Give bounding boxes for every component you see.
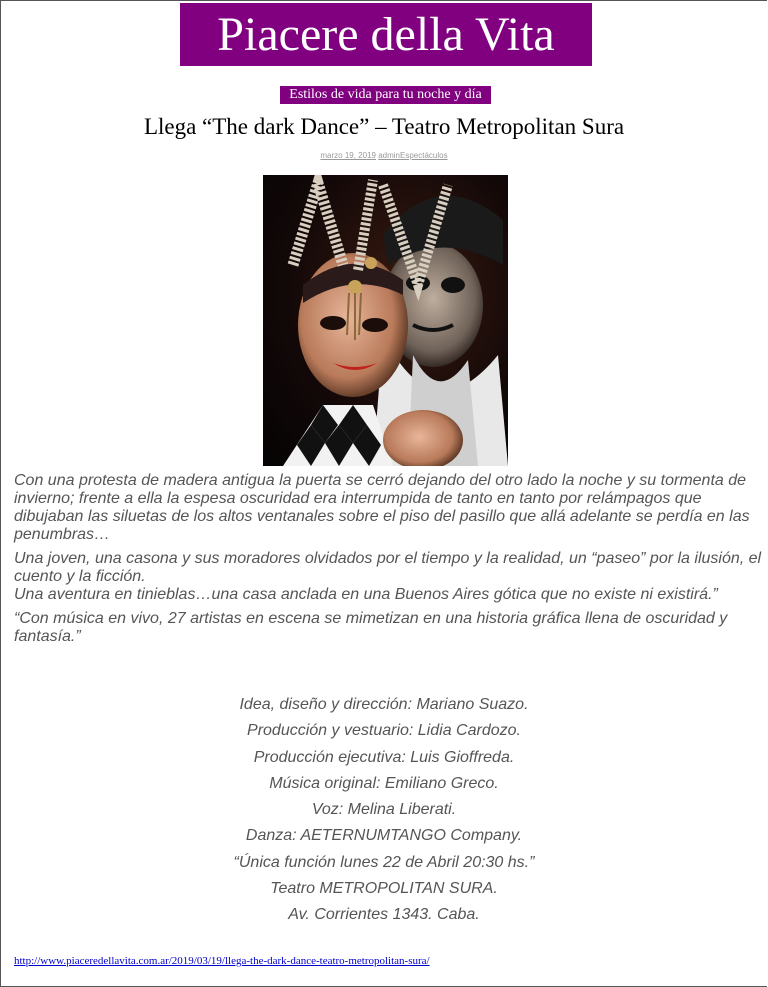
credit-line: “Única función lunes 22 de Abril 20:30 hs.” (233, 853, 535, 871)
article-meta (0, 151, 768, 160)
article-photo (263, 175, 508, 466)
credit-line: Voz: Melina Liberati. (311, 801, 457, 819)
paragraph: “Con música en vivo, 27 artistas en escena se mimetizan en una historia gráfica llena de oscuridad y fantasía.” (14, 610, 728, 645)
category-link[interactable]: Espectáculos (400, 151, 448, 160)
site-tagline: Estilos de vida para tu noche y día (280, 86, 491, 104)
post-date-link[interactable]: marzo 19, 2019 (320, 151, 376, 160)
site-title[interactable]: Piacere della Vita (180, 3, 592, 66)
credit-line: Danza: AETERNUMTANGO Company. (245, 827, 523, 845)
paragraph: Una aventura en tinieblas…una casa anclada en una Buenos Aires gótica que no existe ni existirá.” (14, 586, 718, 603)
credit-line: Av. Corrientes 1343. Caba. (288, 906, 480, 924)
credit-line: Producción y vestuario: Lidia Cardozo. (247, 722, 521, 740)
credit-line: Música original: Emiliano Greco. (269, 774, 499, 792)
source-url-link[interactable]: http://www.piaceredellavita.com.ar/2019/03/19/llega-the-dark-dance-teatro-metropolitan-sura/ (14, 955, 430, 967)
article-title: Llega “The dark Dance” – Teatro Metropolitan Sura (143, 114, 625, 139)
credit-line: Teatro METROPOLITAN SURA. (270, 880, 498, 898)
article-body (14, 472, 762, 652)
paragraph: Una joven, una casona y sus moradores olvidados por el tiempo y la realidad, un “paseo” por la ilusión, el cuento y la ficción. (14, 550, 762, 585)
paragraph: Con una protesta de madera antigua la puerta se cerró dejando del otro lado la noche y su tormenta de invierno; frente a ella la espesa oscuridad era interrumpida de tanto en tanto por relámpagos que dibujaban las siluetas de los altos ventanales sobre el piso del pasillo que allá adelante se perdía en las penumbras… (14, 472, 750, 543)
dancers-illustration (263, 175, 508, 466)
credit-line: Producción ejecutiva: Luis Gioffreda. (253, 748, 515, 766)
credits-list (0, 692, 768, 929)
credit-line: Idea, diseño y dirección: Mariano Suazo. (239, 696, 529, 713)
author-link[interactable]: admin (378, 151, 401, 160)
